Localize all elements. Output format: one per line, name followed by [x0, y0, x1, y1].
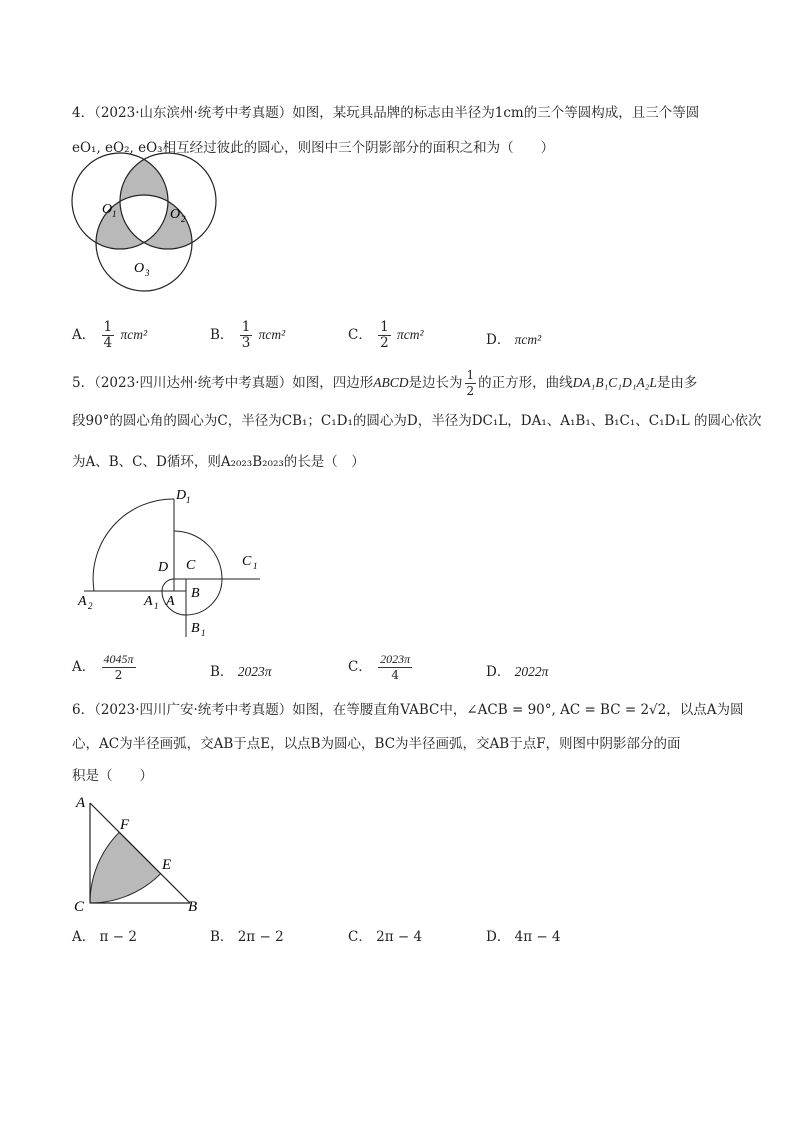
option-letter: B．: [210, 929, 234, 945]
q4-option-c[interactable]: [348, 320, 424, 351]
q4-stem-line2: eO₁, eO₂, eO₃相互经过彼此的圆心，则图中三个阴影部分的面积之和为（ ）: [72, 140, 555, 156]
q6-stem-line1: 6．（2023·四川广安·统考中考真题）如图，在等腰直角VABC中，∠ACB = 90°, AC = BC = 2√2，以点A为圆: [72, 702, 744, 718]
label-c1-sub: 1: [253, 561, 258, 571]
label-a2: A: [78, 594, 87, 609]
q4-option-d[interactable]: [486, 328, 541, 348]
label-b: B: [191, 586, 200, 601]
q6-option-d[interactable]: [486, 925, 561, 945]
label-b1-sub: 1: [201, 628, 206, 638]
option-letter: A．: [72, 929, 96, 945]
label-a: A: [76, 795, 86, 811]
label-c: C: [74, 899, 85, 915]
label-a2-sub: 2: [88, 601, 93, 611]
label-o2-sub: 2: [181, 214, 186, 224]
fraction: $\frac{2023\pi}{4}$: [380, 652, 411, 682]
label-c1: C: [242, 554, 252, 569]
q4-stem-line1: 4．（2023·山东滨州·统考中考真题）如图，某玩具品牌的标志由半径为1cm的三个等圆构成，且三个等圆: [72, 105, 700, 121]
label-d1-sub: 1: [186, 495, 191, 505]
fraction: $\frac{1}{2}$: [380, 319, 389, 351]
q5-option-c[interactable]: [348, 652, 414, 683]
option-letter: A．: [72, 659, 96, 675]
label-o1: O: [102, 202, 113, 217]
option-unit: πcm²: [258, 327, 286, 342]
fraction: $\frac{1}{2}$: [466, 368, 475, 398]
q6-stem-line2: 心，AC为半径画弧，交AB于点E，以点B为圆心，BC为半径画弧，交AB于点F，则图中阴影部分的面: [72, 736, 681, 752]
option-letter: B．: [210, 327, 234, 343]
option-text: π − 2: [99, 929, 137, 945]
q4-option-a[interactable]: [72, 320, 147, 351]
q5-option-a[interactable]: [72, 652, 138, 683]
label-c: C: [186, 558, 196, 573]
label-a1: A: [144, 594, 153, 609]
arc-c1d1: [174, 531, 222, 579]
q4-option-b[interactable]: [210, 320, 285, 351]
label-o3-sub: 3: [145, 268, 150, 278]
fraction: $\frac{1}{3}$: [241, 319, 251, 351]
option-letter: C．: [348, 929, 372, 945]
option-text: 4π − 4: [514, 929, 561, 945]
q6-option-c[interactable]: [348, 925, 422, 945]
label-e: E: [162, 857, 172, 873]
option-unit: πcm²: [397, 327, 424, 342]
q4-three-circles-figure: [60, 165, 230, 315]
option-letter: C．: [348, 659, 372, 675]
q6-stem-line3: 积是（ ）: [72, 768, 153, 784]
label-o3: O: [134, 261, 145, 276]
q5-spiral-figure: [70, 485, 270, 645]
option-letter: D．: [486, 332, 511, 348]
option-unit: πcm²: [120, 327, 147, 342]
option-letter: A．: [72, 327, 96, 343]
q6-option-a[interactable]: [72, 925, 137, 945]
label-o1-sub: 1: [112, 209, 117, 219]
option-letter: B．: [210, 664, 234, 680]
label-f: F: [120, 817, 130, 833]
label-b: B: [188, 899, 198, 915]
q5-stem-line3: 为A、B、C、D循环，则A₂₀₂₃B₂₀₂₃的长是（ ）: [72, 454, 365, 470]
label-d1: D: [176, 488, 187, 503]
fraction: $\frac{1}{4}$: [103, 319, 113, 351]
label-a1-sub: 1: [154, 601, 159, 611]
label-o2: O: [170, 207, 181, 222]
label-b1: B: [191, 621, 200, 636]
q6-triangle-figure: [70, 795, 210, 915]
option-letter: D．: [486, 664, 511, 680]
arc-d1a2: [93, 499, 174, 591]
q5-stem-line2: 段90°的圆心角的圆心为C，半径为CB₁；C₁D₁的圆心为D，半径为DC₁L，DA₁、A₁B₁、B₁C₁、C₁D₁L 的圆心依次: [72, 413, 762, 429]
q6-shaded-region: [90, 832, 161, 903]
option-text: πcm²: [514, 332, 542, 347]
q5-stem-line1: 5．（2023·四川达州·统考中考真题）如图，四边形ABCD是边长为 $\frac{1}{2}$ 的正方形，曲线DA₁B₁C₁D₁A₂L是由多: [72, 368, 698, 398]
option-text: 2023π: [237, 664, 272, 679]
arc-da1: [162, 579, 174, 591]
option-text: 2022π: [514, 664, 549, 679]
option-text: 2π − 2: [237, 929, 284, 945]
option-text: 2π − 4: [376, 929, 423, 945]
q5-option-b[interactable]: [210, 660, 271, 680]
q6-option-b[interactable]: [210, 925, 284, 945]
label-a: A: [166, 594, 175, 609]
label-d: D: [158, 560, 169, 575]
fraction: $\frac{4045\pi}{2}$: [103, 652, 134, 682]
q5-option-d[interactable]: [486, 660, 548, 680]
option-letter: C．: [348, 327, 372, 343]
option-letter: D．: [486, 929, 511, 945]
